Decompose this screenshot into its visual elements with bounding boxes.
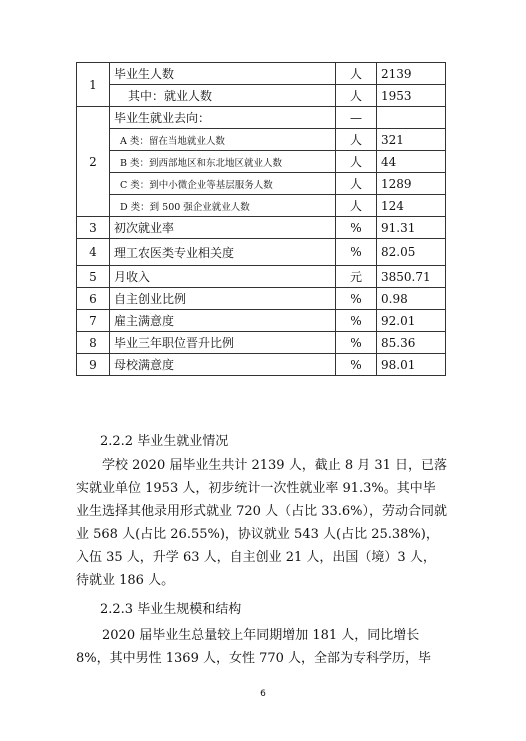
row-number: 4 — [77, 239, 110, 266]
table-row — [77, 266, 446, 288]
row-value: 44 — [377, 151, 446, 173]
row-value: 91.31 — [377, 217, 446, 239]
row-value: 0.98 — [377, 288, 446, 310]
row-number: 8 — [77, 332, 110, 354]
section-heading-employment: 2.2.2 毕业生就业情况 — [100, 434, 229, 449]
table-row — [77, 151, 446, 173]
row-unit: 元 — [336, 266, 377, 288]
table-row — [77, 85, 446, 107]
row-unit: 人 — [336, 195, 377, 217]
row-value: 1953 — [377, 85, 446, 107]
row-unit: 人 — [336, 173, 377, 195]
row-label: 毕业生就业去向： — [110, 107, 336, 129]
row-unit: 人 — [336, 151, 377, 173]
row-label: A 类：留在当地就业人数 — [110, 129, 336, 151]
row-unit: % — [336, 354, 377, 376]
table-row — [77, 107, 446, 129]
row-label: 毕业三年职位晋升比例 — [110, 332, 336, 354]
row-unit: % — [336, 332, 377, 354]
table-row — [77, 332, 446, 354]
page-number: 6 — [260, 689, 266, 699]
row-label: B 类：到西部地区和东北地区就业人数 — [110, 151, 336, 173]
row-value: 82.05 — [377, 239, 446, 266]
row-value — [377, 107, 446, 129]
table-row — [77, 288, 446, 310]
employment-paragraph — [76, 454, 448, 592]
table-row — [77, 195, 446, 217]
row-unit: 人 — [336, 85, 377, 107]
row-label: 母校满意度 — [110, 354, 336, 376]
row-label: C 类：到中小微企业等基层服务人数 — [110, 173, 336, 195]
row-label: 月收入 — [110, 266, 336, 288]
row-value: 321 — [377, 129, 446, 151]
row-value: 92.01 — [377, 310, 446, 332]
row-unit: — — [336, 107, 377, 129]
row-number: 3 — [77, 217, 110, 239]
scale-paragraph — [76, 624, 448, 670]
row-label: D 类：到 500 强企业就业人数 — [110, 195, 336, 217]
row-value: 2139 — [377, 63, 446, 85]
row-number: 5 — [77, 266, 110, 288]
table-row — [77, 63, 446, 85]
employment-stats-table — [76, 62, 446, 376]
paragraph-text: 学校 2020 届毕业生共计 2139 人，截止 8 月 31 日，已落实就业单位 1953 人，初步统计一次性就业率 91.3%。其中毕业生选择其他录用形式就业 720 人（占比 33.6%），劳动合同就业 568 人(占比 26.55%)，协议就业 543 人(占比 25.38%)，入伍 35 人，升学 63 人，自主创业 21 人，出国（境）3 人，待就业 186 人。 — [76, 458, 448, 588]
row-unit: % — [336, 239, 377, 266]
row-number: 9 — [77, 354, 110, 376]
row-number: 1 — [77, 63, 110, 107]
row-unit: 人 — [336, 129, 377, 151]
row-value: 124 — [377, 195, 446, 217]
table-row — [77, 217, 446, 239]
row-label: 其中：就业人数 — [110, 85, 336, 107]
row-value: 98.01 — [377, 354, 446, 376]
table-row — [77, 239, 446, 266]
row-number: 6 — [77, 288, 110, 310]
row-label: 初次就业率 — [110, 217, 336, 239]
table-row — [77, 310, 446, 332]
row-unit: % — [336, 217, 377, 239]
table-row — [77, 354, 446, 376]
row-number: 7 — [77, 310, 110, 332]
row-value: 1289 — [377, 173, 446, 195]
row-label: 毕业生人数 — [110, 63, 336, 85]
section-heading-scale: 2.2.3 毕业生规模和结构 — [100, 602, 242, 617]
row-label: 自主创业比例 — [110, 288, 336, 310]
row-value: 85.36 — [377, 332, 446, 354]
row-unit: % — [336, 288, 377, 310]
table-row — [77, 129, 446, 151]
row-value: 3850.71 — [377, 266, 446, 288]
row-label: 雇主满意度 — [110, 310, 336, 332]
row-number: 2 — [77, 107, 110, 217]
row-unit: 人 — [336, 63, 377, 85]
row-label: 理工农医类专业相关度 — [110, 239, 336, 266]
paragraph-text: 2020 届毕业生总量较上年同期增加 181 人，同比增长 8%，其中男性 1369 人，女性 770 人，全部为专科学历，毕 — [76, 628, 432, 666]
table-row — [77, 173, 446, 195]
row-unit: % — [336, 310, 377, 332]
